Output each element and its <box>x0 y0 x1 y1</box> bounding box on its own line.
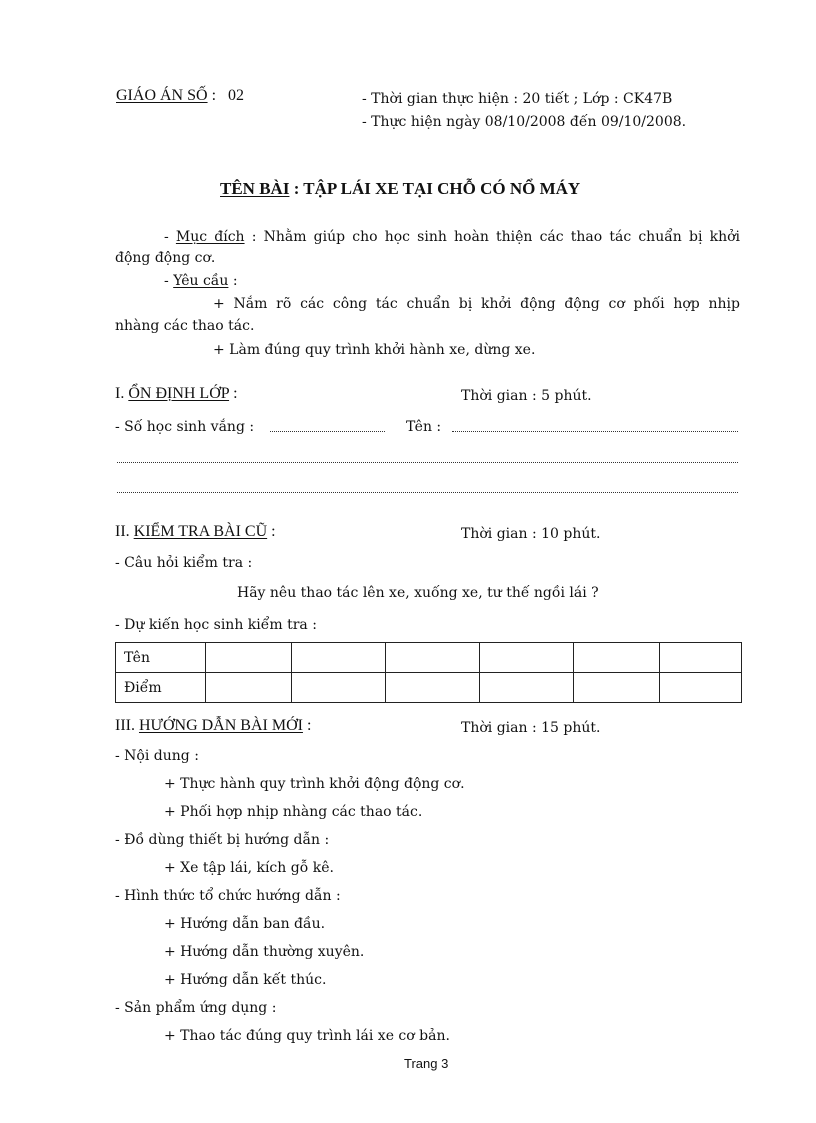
table-cell <box>659 673 741 703</box>
requirement-item1-line2: nhàng các thao tác. <box>115 318 255 334</box>
page-number: Trang 3 <box>404 1056 449 1071</box>
lesson-title <box>220 179 580 199</box>
list-item: + Thực hành quy trình khởi động động cơ. <box>164 776 465 792</box>
list-item: + Hướng dẫn kết thúc. <box>164 972 327 988</box>
requirements-label: Yêu cầu <box>173 273 229 289</box>
requirement-item2: + Làm đúng quy trình khởi hành xe, dừng xe. <box>213 342 536 358</box>
table-cell <box>292 643 386 673</box>
req-dash: - <box>164 273 169 289</box>
lesson-number: 02 <box>228 87 245 104</box>
requirements-heading <box>164 273 238 289</box>
req1-text: + Nắm rõ các công tác chuẩn bị khởi động động cơ phối hợp nhịp <box>213 296 740 312</box>
name-fill-line <box>452 431 738 432</box>
lesson-number-heading <box>116 87 244 105</box>
req-colon: : <box>232 273 238 289</box>
title-label: TÊN BÀI <box>220 179 290 198</box>
date-info: - Thực hiện ngày 08/10/2008 đến 09/10/2008. <box>362 114 687 130</box>
section1-num: I. <box>115 385 125 402</box>
section1-colon: : <box>233 385 238 402</box>
purpose-line1 <box>164 229 740 245</box>
list-item: + Hướng dẫn thường xuyên. <box>164 944 365 960</box>
table-cell <box>573 673 659 703</box>
name-label: Tên : <box>406 419 442 435</box>
table-cell <box>659 643 741 673</box>
table-cell <box>479 643 573 673</box>
fill-line <box>117 462 738 463</box>
row-header-score: Điểm <box>116 673 206 703</box>
section2-colon: : <box>271 523 276 540</box>
table-cell <box>206 643 292 673</box>
students-label: - Dự kiến học sinh kiểm tra : <box>115 617 317 633</box>
purpose-text: : Nhằm giúp cho học sinh hoàn thiện các thao tác chuẩn bị khởi <box>251 229 740 245</box>
product-label: - Sản phẩm ứng dụng : <box>115 1000 277 1016</box>
section2-heading <box>115 523 276 541</box>
table-cell <box>479 673 573 703</box>
table-cell <box>573 643 659 673</box>
section3-time: Thời gian : 15 phút. <box>461 720 601 736</box>
question-label: - Câu hỏi kiểm tra : <box>115 555 253 571</box>
purpose-line2: động động cơ. <box>115 250 216 266</box>
list-item: + Xe tập lái, kích gỗ kê. <box>164 860 334 876</box>
section3-heading <box>115 717 311 735</box>
table-cell <box>292 673 386 703</box>
section3-label: HƯỚNG DẪN BÀI MỚI <box>138 717 303 734</box>
table-row <box>116 673 742 703</box>
purpose-label: Mục đích <box>175 229 245 245</box>
time-info: - Thời gian thực hiện : 20 tiết ; Lớp : CK47B <box>362 91 673 107</box>
list-item: + Hướng dẫn ban đầu. <box>164 916 326 932</box>
absent-label: - Số học sinh vắng : <box>115 419 255 435</box>
row-header-name: Tên <box>116 643 206 673</box>
form-label: - Hình thức tổ chức hướng dẫn : <box>115 888 341 904</box>
section3-num: III. <box>115 717 135 734</box>
question-text: Hãy nêu thao tác lên xe, xuống xe, tư thế ngồi lái ? <box>237 585 599 601</box>
table-cell <box>386 643 479 673</box>
requirement-item1-line1 <box>213 296 740 312</box>
section3-colon: : <box>306 717 312 734</box>
list-item: + Thao tác đúng quy trình lái xe cơ bản. <box>164 1028 450 1044</box>
purpose-dash: - <box>164 229 169 245</box>
table-cell <box>206 673 292 703</box>
equipment-label: - Đồ dùng thiết bị hướng dẫn : <box>115 832 330 848</box>
score-table <box>115 642 742 703</box>
fill-line <box>117 492 738 493</box>
list-item: + Phối hợp nhịp nhàng các thao tác. <box>164 804 423 820</box>
table-row <box>116 643 742 673</box>
section2-num: II. <box>115 523 130 540</box>
content-label: - Nội dung : <box>115 748 199 764</box>
section1-label: ỔN ĐỊNH LỚP <box>128 385 230 402</box>
section1-heading <box>115 385 238 403</box>
lesson-sep: : <box>211 87 217 104</box>
section1-time: Thời gian : 5 phút. <box>461 388 592 404</box>
section2-label: KIỂM TRA BÀI CŨ <box>133 523 268 540</box>
absent-fill-line <box>270 431 385 432</box>
section2-time: Thời gian : 10 phút. <box>461 526 601 542</box>
title-text: : TẬP LÁI XE TẠI CHỖ CÓ NỔ MÁY <box>293 179 581 198</box>
lesson-label: GIÁO ÁN SỐ <box>116 87 208 104</box>
table-cell <box>386 673 479 703</box>
